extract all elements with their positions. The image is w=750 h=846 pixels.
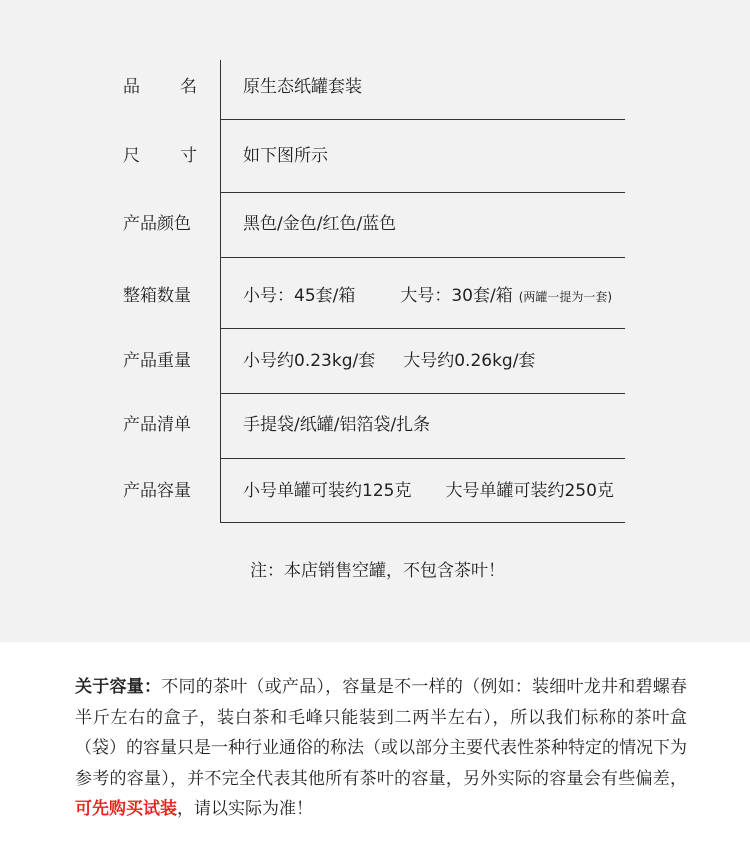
row-divider xyxy=(221,192,625,193)
small-size-value: 小号：45套/箱 xyxy=(243,286,356,306)
spec-label: 产品重量 xyxy=(123,351,191,371)
spec-label xyxy=(123,75,197,99)
small-size-value: 小号约0.23kg/套 xyxy=(243,351,376,371)
capacity-note-body: 不同的茶叶（或产品），容量是不一样的（例如：装细叶龙井和碧螺春半斤左右的盒子，装白茶和毛峰只能装到二两半左右），所以我们标称的茶叶盒（袋）的容量只是一种行业通俗的称法（或以部分主要代表性茶种特定的情况下为参考的容量），并不完全代表其他所有茶叶的容量，另外实际的容量会有些偏差， xyxy=(75,677,688,789)
row-divider xyxy=(221,522,625,523)
spec-value: 如下图所示 xyxy=(243,146,328,166)
spec-value xyxy=(243,284,612,309)
spec-label xyxy=(123,144,197,168)
spec-label: 产品清单 xyxy=(123,415,191,435)
spec-value: 黑色/金色/红色/蓝色 xyxy=(243,214,397,234)
empty-can-notice: 注：本店销售空罐，不包含茶叶！ xyxy=(250,561,505,581)
row-divider xyxy=(221,119,625,120)
spec-label-char: 寸 xyxy=(180,146,197,166)
spec-label-char: 品 xyxy=(123,77,140,97)
row-divider xyxy=(221,458,625,459)
spec-value: 原生态纸罐套装 xyxy=(243,77,362,97)
large-size-value: 大号：30套/箱 xyxy=(400,286,513,306)
row-divider xyxy=(221,393,625,394)
spec-label-char: 名 xyxy=(180,77,197,97)
spec-label: 整箱数量 xyxy=(123,286,191,306)
spec-label: 产品容量 xyxy=(123,481,191,501)
capacity-note xyxy=(75,672,687,825)
row-divider xyxy=(221,257,625,258)
set-note: (两罐一提为一套) xyxy=(518,290,613,304)
trial-purchase-highlight: 可先购买试装 xyxy=(75,799,177,819)
spec-value xyxy=(243,479,614,503)
row-divider xyxy=(221,328,625,329)
large-size-value: 大号单罐可装约250克 xyxy=(445,481,614,501)
spec-value xyxy=(243,349,535,373)
small-size-value: 小号单罐可装约125克 xyxy=(243,481,412,501)
column-divider xyxy=(220,60,221,523)
capacity-note-heading: 关于容量： xyxy=(75,677,162,697)
spec-label-char: 尺 xyxy=(123,146,140,166)
capacity-note-tail: ，请以实际为准！ xyxy=(177,799,313,819)
large-size-value: 大号约0.26kg/套 xyxy=(403,351,536,371)
spec-value: 手提袋/纸罐/铝箔袋/扎条 xyxy=(243,415,431,435)
spec-label: 产品颜色 xyxy=(123,214,191,234)
